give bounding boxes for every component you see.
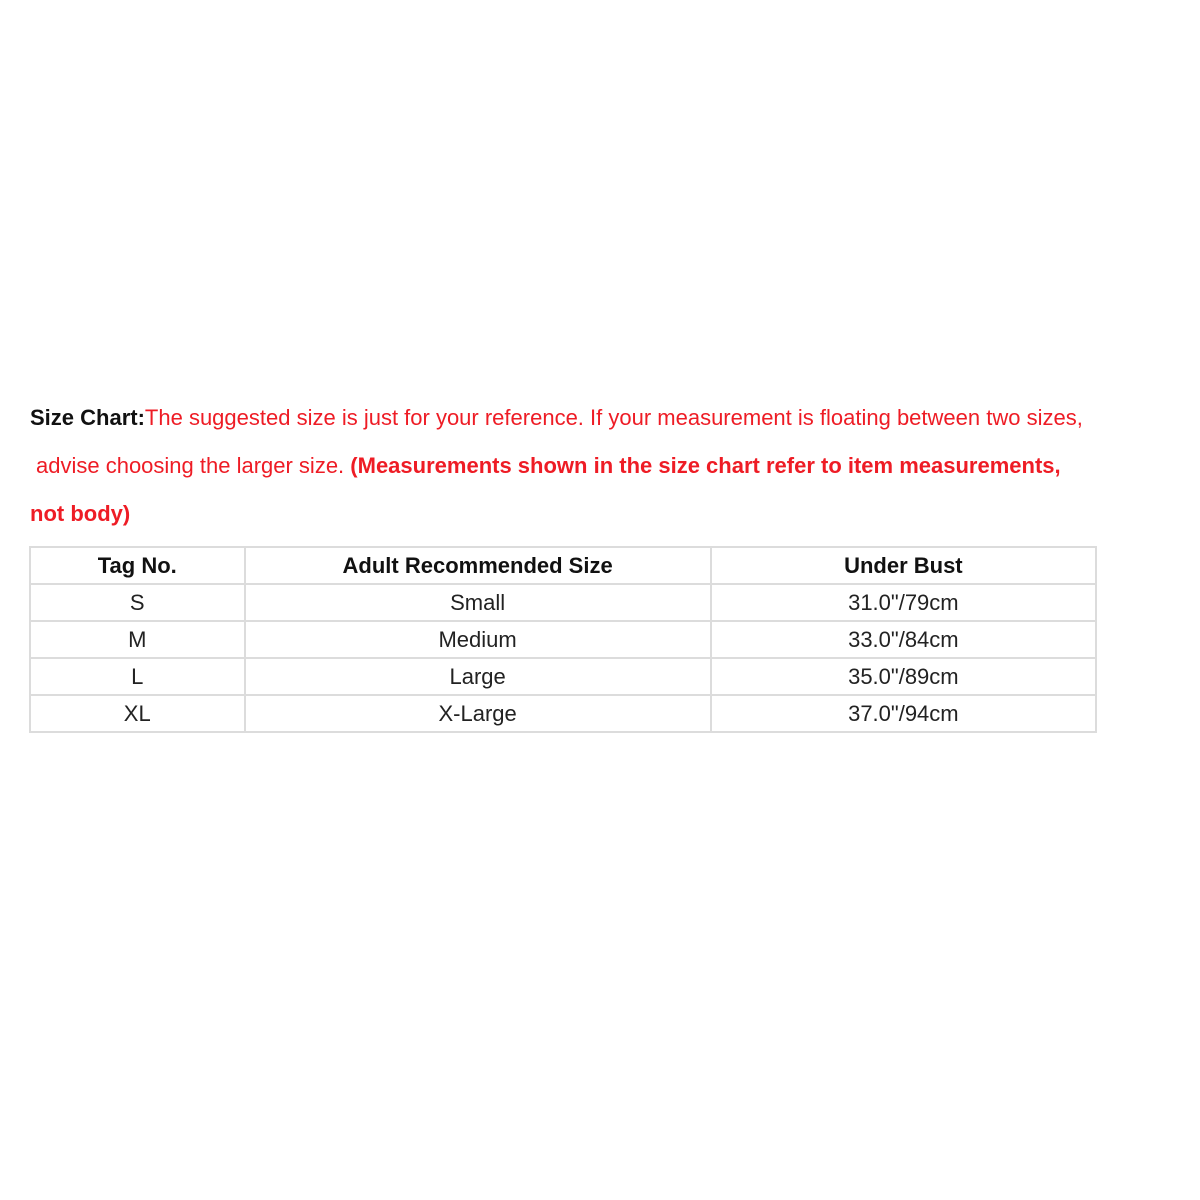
cell-size: Large: [245, 658, 711, 695]
table-row: [30, 658, 1096, 695]
header-tag-no: Tag No.: [30, 547, 245, 584]
table-row: [30, 584, 1096, 621]
size-chart-label: Size Chart:: [30, 405, 145, 430]
size-table: [29, 546, 1097, 733]
cell-size: Medium: [245, 621, 711, 658]
table-row: [30, 621, 1096, 658]
note-text-2: advise choosing the larger size.: [36, 453, 351, 478]
cell-tag: XL: [30, 695, 245, 732]
cell-size: X-Large: [245, 695, 711, 732]
note-text-1: The suggested size is just for your reference. If your measurement is floating between two sizes,: [144, 405, 1083, 430]
note-line-2: [30, 442, 1180, 490]
cell-under-bust: 37.0"/94cm: [711, 695, 1096, 732]
cell-under-bust: 31.0"/79cm: [711, 584, 1096, 621]
table-header-row: [30, 547, 1096, 584]
table-row: [30, 695, 1096, 732]
note-emphasis-1: (Measurements shown in the size chart refer to item measurements,: [350, 453, 1061, 478]
header-under-bust: Under Bust: [711, 547, 1096, 584]
header-recommended-size: Adult Recommended Size: [245, 547, 711, 584]
cell-tag: M: [30, 621, 245, 658]
cell-size: Small: [245, 584, 711, 621]
note-line-1: [30, 394, 1180, 442]
cell-tag: S: [30, 584, 245, 621]
note-line-3: [30, 490, 1180, 538]
cell-under-bust: 35.0"/89cm: [711, 658, 1096, 695]
note-emphasis-2: not body): [30, 501, 131, 526]
size-chart-note: [30, 394, 1180, 538]
cell-under-bust: 33.0"/84cm: [711, 621, 1096, 658]
cell-tag: L: [30, 658, 245, 695]
